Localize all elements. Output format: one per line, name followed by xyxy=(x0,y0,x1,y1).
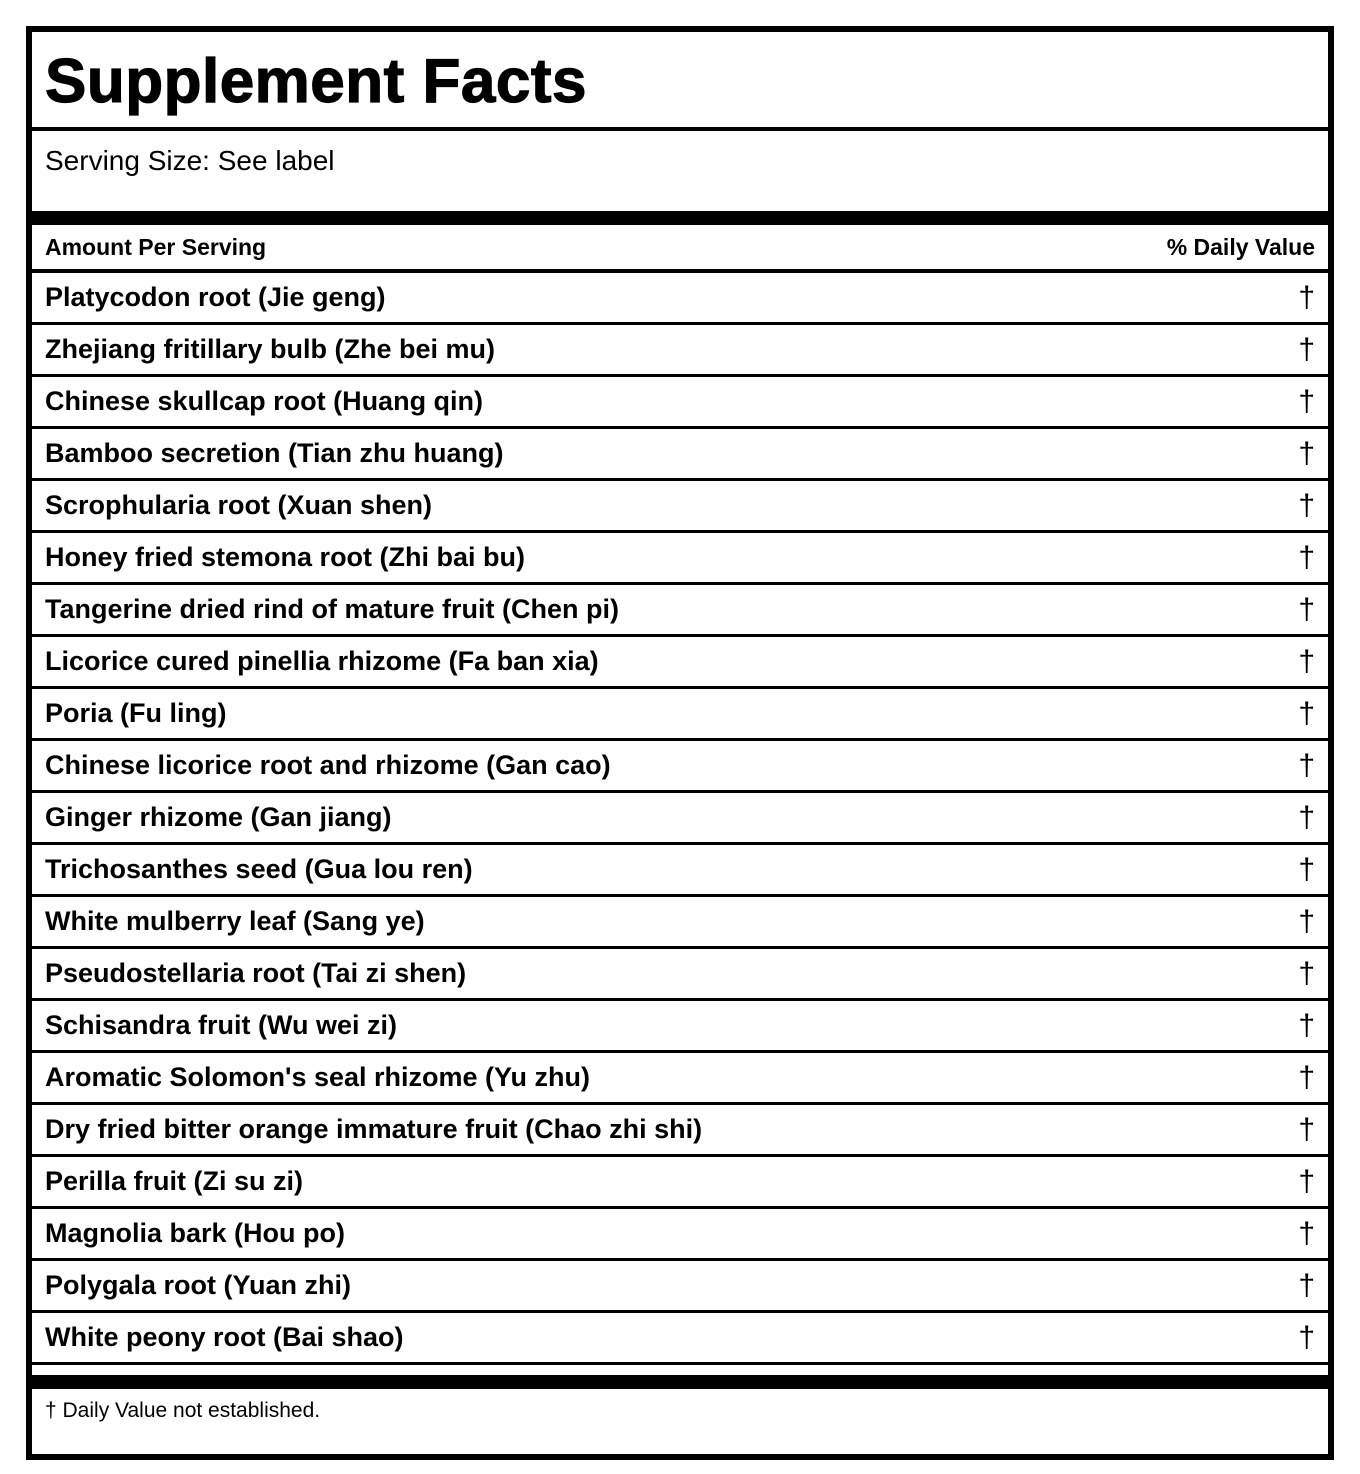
ingredient-list xyxy=(32,273,1328,1365)
ingredient-daily-value: † xyxy=(1298,800,1315,834)
ingredient-daily-value: † xyxy=(1298,280,1315,314)
ingredient-name: Schisandra fruit (Wu wei zi) xyxy=(45,1010,398,1040)
ingredient-row xyxy=(32,1105,1328,1157)
daily-value-label: % Daily Value xyxy=(1166,233,1315,260)
ingredient-daily-value: † xyxy=(1298,592,1315,626)
ingredient-daily-value: † xyxy=(1298,1008,1315,1042)
title-section xyxy=(32,32,1328,131)
panel-title: Supplement Facts xyxy=(45,47,587,116)
ingredient-row xyxy=(32,1053,1328,1105)
column-header-row xyxy=(32,225,1328,273)
ingredient-name: Magnolia bark (Hou po) xyxy=(45,1218,345,1248)
bottom-rule xyxy=(32,1375,1328,1389)
footnote: † Daily Value not established. xyxy=(45,1399,321,1422)
ingredient-row xyxy=(32,1313,1328,1365)
amount-per-serving-label: Amount Per Serving xyxy=(45,233,267,260)
ingredient-daily-value: † xyxy=(1298,696,1315,730)
ingredient-daily-value: † xyxy=(1298,488,1315,522)
ingredient-name: Licorice cured pinellia rhizome (Fa ban xia) xyxy=(45,646,599,676)
ingredient-name: White peony root (Bai shao) xyxy=(45,1322,404,1352)
ingredient-row xyxy=(32,325,1328,377)
ingredient-row xyxy=(32,637,1328,689)
ingredient-row xyxy=(32,741,1328,793)
ingredient-name: Honey fried stemona root (Zhi bai bu) xyxy=(45,542,526,572)
ingredient-row xyxy=(32,1001,1328,1053)
ingredient-daily-value: † xyxy=(1298,1216,1315,1250)
ingredient-row xyxy=(32,273,1328,325)
ingredient-daily-value: † xyxy=(1298,904,1315,938)
ingredient-daily-value: † xyxy=(1298,436,1315,470)
ingredient-name: Scrophularia root (Xuan shen) xyxy=(45,490,433,520)
ingredient-row xyxy=(32,1261,1328,1313)
ingredient-name: Platycodon root (Jie geng) xyxy=(45,282,386,312)
ingredient-name: Tangerine dried rind of mature fruit (Chen pi) xyxy=(45,594,620,624)
ingredient-name: Poria (Fu ling) xyxy=(45,698,227,728)
ingredient-row xyxy=(32,793,1328,845)
ingredient-row xyxy=(32,481,1328,533)
ingredient-row xyxy=(32,1157,1328,1209)
ingredient-name: Polygala root (Yuan zhi) xyxy=(45,1270,352,1300)
ingredient-row xyxy=(32,897,1328,949)
ingredient-row xyxy=(32,845,1328,897)
ingredient-daily-value: † xyxy=(1298,1112,1315,1146)
ingredient-daily-value: † xyxy=(1298,852,1315,886)
ingredient-name: Ginger rhizome (Gan jiang) xyxy=(45,802,392,832)
ingredient-row xyxy=(32,429,1328,481)
ingredient-daily-value: † xyxy=(1298,1164,1315,1198)
ingredient-daily-value: † xyxy=(1298,956,1315,990)
ingredient-daily-value: † xyxy=(1298,540,1315,574)
ingredient-name: Chinese licorice root and rhizome (Gan cao) xyxy=(45,750,611,780)
ingredient-row xyxy=(32,1209,1328,1261)
ingredient-daily-value: † xyxy=(1298,332,1315,366)
ingredient-daily-value: † xyxy=(1298,1268,1315,1302)
ingredient-daily-value: † xyxy=(1298,644,1315,678)
ingredient-daily-value: † xyxy=(1298,1060,1315,1094)
ingredient-row xyxy=(32,949,1328,1001)
ingredient-row xyxy=(32,377,1328,429)
supplement-facts-panel xyxy=(26,26,1334,1460)
ingredient-name: Chinese skullcap root (Huang qin) xyxy=(45,386,484,416)
ingredient-name: Perilla fruit (Zi su zi) xyxy=(45,1166,304,1196)
ingredient-row xyxy=(32,533,1328,585)
ingredient-row xyxy=(32,585,1328,637)
ingredient-name: Trichosanthes seed (Gua lou ren) xyxy=(45,854,473,884)
ingredient-row xyxy=(32,689,1328,741)
ingredient-daily-value: † xyxy=(1298,748,1315,782)
ingredient-daily-value: † xyxy=(1298,1320,1315,1354)
serving-size: Serving Size: See label xyxy=(32,131,1328,225)
ingredient-name: White mulberry leaf (Sang ye) xyxy=(45,906,425,936)
ingredient-name: Pseudostellaria root (Tai zi shen) xyxy=(45,958,467,988)
ingredient-name: Aromatic Solomon's seal rhizome (Yu zhu) xyxy=(45,1062,591,1092)
ingredient-name: Zhejiang fritillary bulb (Zhe bei mu) xyxy=(45,334,496,364)
ingredient-name: Dry fried bitter orange immature fruit (Chao zhi shi) xyxy=(45,1114,703,1144)
ingredient-daily-value: † xyxy=(1298,384,1315,418)
ingredient-name: Bamboo secretion (Tian zhu huang) xyxy=(45,438,504,468)
